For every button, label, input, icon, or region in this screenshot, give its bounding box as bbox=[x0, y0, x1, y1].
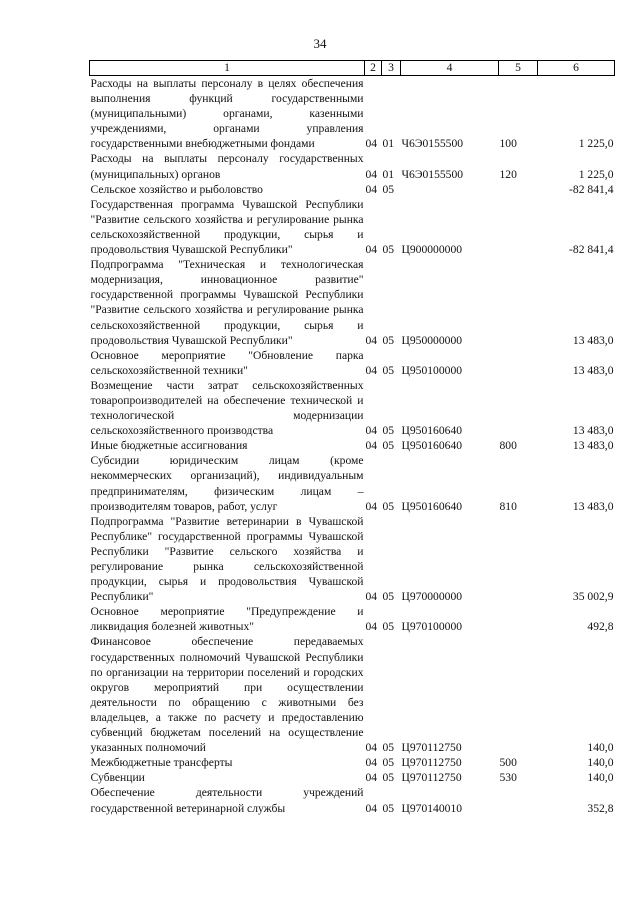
expense-type-code bbox=[499, 182, 538, 197]
row-name: Сельское хозяйство и рыболовство bbox=[90, 182, 263, 196]
row-name: Основное мероприятие "Обновление парка сельскохозяйственной техники" bbox=[90, 348, 364, 377]
table-row bbox=[90, 785, 615, 815]
table-row bbox=[90, 76, 615, 152]
target-article-code: Ц950160640 bbox=[401, 439, 463, 453]
table-row bbox=[90, 604, 615, 634]
expense-type-code bbox=[499, 634, 538, 755]
table-row bbox=[90, 634, 615, 755]
table-row bbox=[90, 348, 615, 378]
subsection-code: 01 bbox=[382, 137, 395, 151]
subsection-code: 05 bbox=[382, 801, 395, 815]
row-name: Обеспечение деятельности учреждений государственной ветеринарной службы bbox=[90, 786, 364, 815]
row-name: Расходы на выплаты персоналу в целях обеспечения выполнения функций государственными (муниципальными) органами, казенными учреждениями, органами управления государственными внебюджетными фондами bbox=[90, 77, 364, 151]
column-header: 4 bbox=[401, 61, 499, 76]
subsection-code: 05 bbox=[382, 182, 395, 196]
table-header-row bbox=[90, 61, 615, 76]
amount: 13 483,0 bbox=[572, 424, 614, 438]
column-header: 5 bbox=[499, 61, 538, 76]
table-row bbox=[90, 378, 615, 438]
row-name: Финансовое обеспечение передаваемых государственных полномочий Чувашской Республики по организации на территории поселений и городских округов мероприятий при осуществлении деятельности по обращению с животными без владельцев, а также по расчету и предоставлению субвенций бюджетам поселений на осуществление указанных полномочий bbox=[90, 635, 364, 755]
section-code: 04 bbox=[365, 167, 378, 181]
target-article-code: Ц950100000 bbox=[401, 363, 463, 377]
expense-type-code: 810 bbox=[499, 499, 517, 513]
expense-type-code bbox=[499, 514, 538, 605]
table-row bbox=[90, 197, 615, 257]
target-article-code: Ц970112750 bbox=[401, 741, 462, 755]
subsection-code: 05 bbox=[382, 243, 395, 257]
page-number: 34 bbox=[313, 36, 327, 51]
target-article-code: Ц970112750 bbox=[401, 771, 462, 785]
target-article-code: Ц950160640 bbox=[401, 499, 463, 513]
budget-table bbox=[89, 60, 615, 816]
section-code: 04 bbox=[365, 137, 378, 151]
target-article-code bbox=[401, 182, 499, 197]
subsection-code: 05 bbox=[382, 741, 395, 755]
subsection-code: 05 bbox=[382, 424, 395, 438]
subsection-code: 05 bbox=[382, 333, 395, 347]
row-name: Субсидии юридическим лицам (кроме некоммерческих организаций), индивидуальным предпринимателям, физическим лицам – производителям товаров, работ, услуг bbox=[90, 454, 364, 513]
expense-type-code: 800 bbox=[499, 439, 517, 453]
amount: 352,8 bbox=[587, 801, 614, 815]
expense-type-code bbox=[499, 604, 538, 634]
column-header: 1 bbox=[90, 61, 365, 76]
column-header: 3 bbox=[382, 61, 401, 76]
amount: 13 483,0 bbox=[572, 499, 614, 513]
amount: 13 483,0 bbox=[572, 439, 614, 453]
table-row bbox=[90, 257, 615, 348]
row-name: Иные бюджетные ассигнования bbox=[90, 439, 248, 453]
expense-type-code: 530 bbox=[499, 771, 517, 785]
expense-type-code bbox=[499, 785, 538, 815]
row-name: Субвенции bbox=[90, 771, 145, 785]
expense-type-code bbox=[499, 197, 538, 257]
row-name: Подпрограмма "Техническая и технологическая модернизация, инновационное развитие" государственной программы Чувашской Республики "Развитие сельского хозяйства и регулирование рынка сельскохозяйственной продукции, сырья и продовольствия Чувашской Республики" bbox=[90, 258, 364, 347]
expense-type-code: 100 bbox=[499, 137, 517, 151]
column-header: 2 bbox=[365, 61, 382, 76]
expense-type-code: 120 bbox=[499, 167, 517, 181]
amount: -82 841,4 bbox=[569, 182, 614, 196]
amount: 13 483,0 bbox=[572, 333, 614, 347]
target-article-code: Ц970140010 bbox=[401, 801, 463, 815]
table-row bbox=[90, 770, 615, 785]
section-code: 04 bbox=[365, 243, 378, 257]
section-code: 04 bbox=[365, 756, 378, 770]
row-name: Межбюджетные трансферты bbox=[90, 756, 233, 770]
target-article-code: Ц950000000 bbox=[401, 333, 463, 347]
amount: 140,0 bbox=[587, 741, 614, 755]
section-code: 04 bbox=[365, 801, 378, 815]
section-code: 04 bbox=[365, 182, 378, 196]
section-code: 04 bbox=[365, 590, 378, 604]
table-row bbox=[90, 438, 615, 453]
amount: 140,0 bbox=[587, 756, 614, 770]
column-header: 6 bbox=[538, 61, 615, 76]
expense-type-code bbox=[499, 348, 538, 378]
row-name: Государственная программа Чувашской Республики "Развитие сельского хозяйства и регулирование рынка сельскохозяйственной продукции, сырья и продовольствия Чувашской Республики" bbox=[90, 197, 364, 257]
section-code: 04 bbox=[365, 333, 378, 347]
target-article-code: Ц970000000 bbox=[401, 590, 463, 604]
subsection-code: 05 bbox=[382, 363, 395, 377]
subsection-code: 05 bbox=[382, 439, 395, 453]
amount: 492,8 bbox=[587, 620, 614, 634]
target-article-code: Ч6Э0155500 bbox=[401, 167, 464, 181]
amount: 1 225,0 bbox=[578, 167, 614, 181]
subsection-code: 05 bbox=[382, 756, 395, 770]
amount: -82 841,4 bbox=[569, 243, 614, 257]
target-article-code: Ц970100000 bbox=[401, 620, 463, 634]
section-code: 04 bbox=[365, 439, 378, 453]
section-code: 04 bbox=[365, 424, 378, 438]
row-name: Подпрограмма "Развитие ветеринарии в Чувашской Республике" государственной программы Чувашской Республики "Развитие сельского хозяйства и регулирование рынка сельскохозяйственной продукции, сырья и продовольствия Чувашской Республики" bbox=[90, 514, 364, 604]
table-row bbox=[90, 151, 615, 181]
amount: 140,0 bbox=[587, 771, 614, 785]
subsection-code: 05 bbox=[382, 771, 395, 785]
subsection-code: 05 bbox=[382, 620, 395, 634]
expense-type-code bbox=[499, 257, 538, 348]
subsection-code: 05 bbox=[382, 590, 395, 604]
row-name: Основное мероприятие "Предупреждение и ликвидация болезней животных" bbox=[90, 605, 364, 634]
section-code: 04 bbox=[365, 363, 378, 377]
amount: 35 002,9 bbox=[572, 590, 614, 604]
row-name: Расходы на выплаты персоналу государственных (муниципальных) органов bbox=[90, 152, 364, 181]
target-article-code: Ц950160640 bbox=[401, 424, 463, 438]
table-row bbox=[90, 453, 615, 513]
subsection-code: 05 bbox=[382, 499, 395, 513]
amount: 1 225,0 bbox=[578, 137, 614, 151]
section-code: 04 bbox=[365, 771, 378, 785]
subsection-code: 01 bbox=[382, 167, 395, 181]
expense-type-code: 500 bbox=[499, 756, 517, 770]
row-name: Возмещение части затрат сельскохозяйственных товаропроизводителей на обеспечение технической и технологической модернизации сельскохозяйственного производства bbox=[90, 378, 364, 438]
amount: 13 483,0 bbox=[572, 363, 614, 377]
table-row bbox=[90, 182, 615, 197]
table-row bbox=[90, 514, 615, 605]
section-code: 04 bbox=[365, 741, 378, 755]
target-article-code: Ц970112750 bbox=[401, 756, 462, 770]
table-row bbox=[90, 755, 615, 770]
target-article-code: Ц900000000 bbox=[401, 243, 463, 257]
target-article-code: Ч6Э0155500 bbox=[401, 137, 464, 151]
expense-type-code bbox=[499, 378, 538, 438]
section-code: 04 bbox=[365, 499, 378, 513]
section-code: 04 bbox=[365, 620, 378, 634]
